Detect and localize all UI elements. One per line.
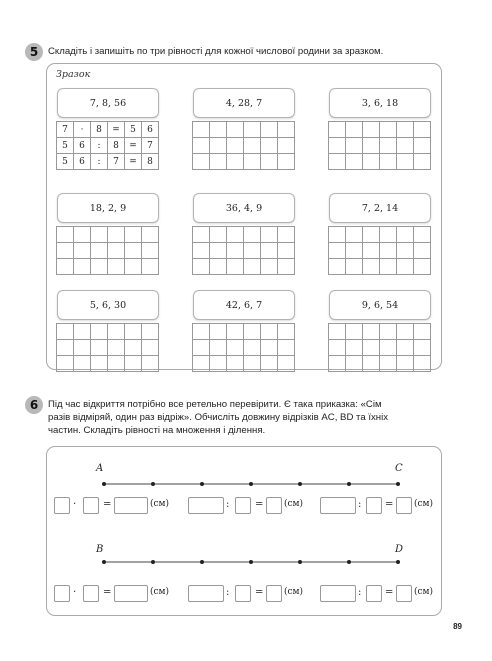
answer-box[interactable] [266, 497, 282, 514]
divide-sign: : [226, 587, 230, 598]
answer-box[interactable] [396, 497, 412, 514]
grid-cell: 8 [91, 122, 108, 138]
grid-cell: : [91, 138, 108, 154]
number-family-card: 4, 28, 7 [193, 88, 295, 118]
equals-sign: = [385, 499, 394, 510]
unit-label: (см) [414, 499, 434, 509]
task5-number: 5 [25, 43, 43, 61]
grid-cell: 5 [125, 122, 142, 138]
answer-box[interactable] [320, 497, 356, 514]
number-family-card: 18, 2, 9 [57, 193, 159, 223]
unit-label: (см) [284, 499, 304, 509]
grid-cell: 7 [108, 154, 125, 170]
divide-sign: : [358, 587, 362, 598]
answer-box[interactable] [188, 585, 224, 602]
equals-sign: = [103, 587, 112, 598]
answer-box[interactable] [83, 497, 99, 514]
grid-cell: 7 [57, 122, 74, 138]
grid-cell: = [125, 154, 142, 170]
number-family-card: 3, 6, 18 [329, 88, 431, 118]
grid-cell: : [91, 154, 108, 170]
task5-instruction: Складіть і запишіть по три рівності для кожної числової родини за зразком. [48, 46, 384, 57]
task6-number: 6 [25, 396, 43, 414]
answer-box[interactable] [114, 585, 148, 602]
grid-cell: · [74, 122, 91, 138]
example-label: Зразок [56, 69, 91, 80]
equals-sign: = [255, 499, 264, 510]
number-family-card: 36, 4, 9 [193, 193, 295, 223]
unit-label: (см) [150, 587, 170, 597]
answer-box[interactable] [54, 497, 70, 514]
grid-cell: 6 [74, 138, 91, 154]
multiply-sign: · [73, 499, 77, 510]
divide-sign: : [226, 499, 230, 510]
unit-label: (см) [414, 587, 434, 597]
unit-label: (см) [284, 587, 304, 597]
answer-box[interactable] [366, 497, 382, 514]
equals-sign: = [385, 587, 394, 598]
grid-cell: 5 [57, 154, 74, 170]
grid-cell: 6 [142, 122, 159, 138]
point-c-label: C [395, 463, 403, 474]
answer-box[interactable] [396, 585, 412, 602]
equals-sign: = [255, 587, 264, 598]
answer-box[interactable] [188, 497, 224, 514]
task6-text-line3: частин. Складіть рівності на множення і ділення. [48, 425, 266, 436]
point-b-label: B [96, 544, 104, 555]
answer-box[interactable] [366, 585, 382, 602]
task6-text-line1: Під час відкриття потрібно все ретельно перевірити. Є така приказка: «Сім [48, 399, 382, 410]
answer-box[interactable] [320, 585, 356, 602]
number-family-card: 7, 8, 56 [57, 88, 159, 118]
unit-label: (см) [150, 499, 170, 509]
number-family-card: 7, 2, 14 [329, 193, 431, 223]
answer-box[interactable] [114, 497, 148, 514]
number-family-card: 9, 6, 54 [329, 290, 431, 320]
page-number: 89 [453, 622, 462, 631]
answer-box[interactable] [54, 585, 70, 602]
grid-cell: 6 [74, 154, 91, 170]
segment-ac-line [102, 482, 400, 486]
answer-box[interactable] [266, 585, 282, 602]
number-family-card: 42, 6, 7 [193, 290, 295, 320]
grid-cell: = [125, 138, 142, 154]
multiply-sign: · [73, 587, 77, 598]
equals-sign: = [103, 499, 112, 510]
point-a-label: A [96, 463, 104, 474]
answer-box[interactable] [235, 497, 251, 514]
answer-box[interactable] [235, 585, 251, 602]
task6-text-line2: разів відміряй, один раз відріж». Обчисліть довжину відрізків AC, BD та їхніх [48, 412, 389, 423]
grid-cell: 5 [57, 138, 74, 154]
divide-sign: : [358, 499, 362, 510]
grid-cell: 7 [142, 138, 159, 154]
grid-cell: 8 [142, 154, 159, 170]
answer-box[interactable] [83, 585, 99, 602]
number-family-card: 5, 6, 30 [57, 290, 159, 320]
point-d-label: D [395, 544, 404, 555]
segment-bd-line [102, 560, 400, 564]
grid-cell: = [108, 122, 125, 138]
grid-cell: 8 [108, 138, 125, 154]
